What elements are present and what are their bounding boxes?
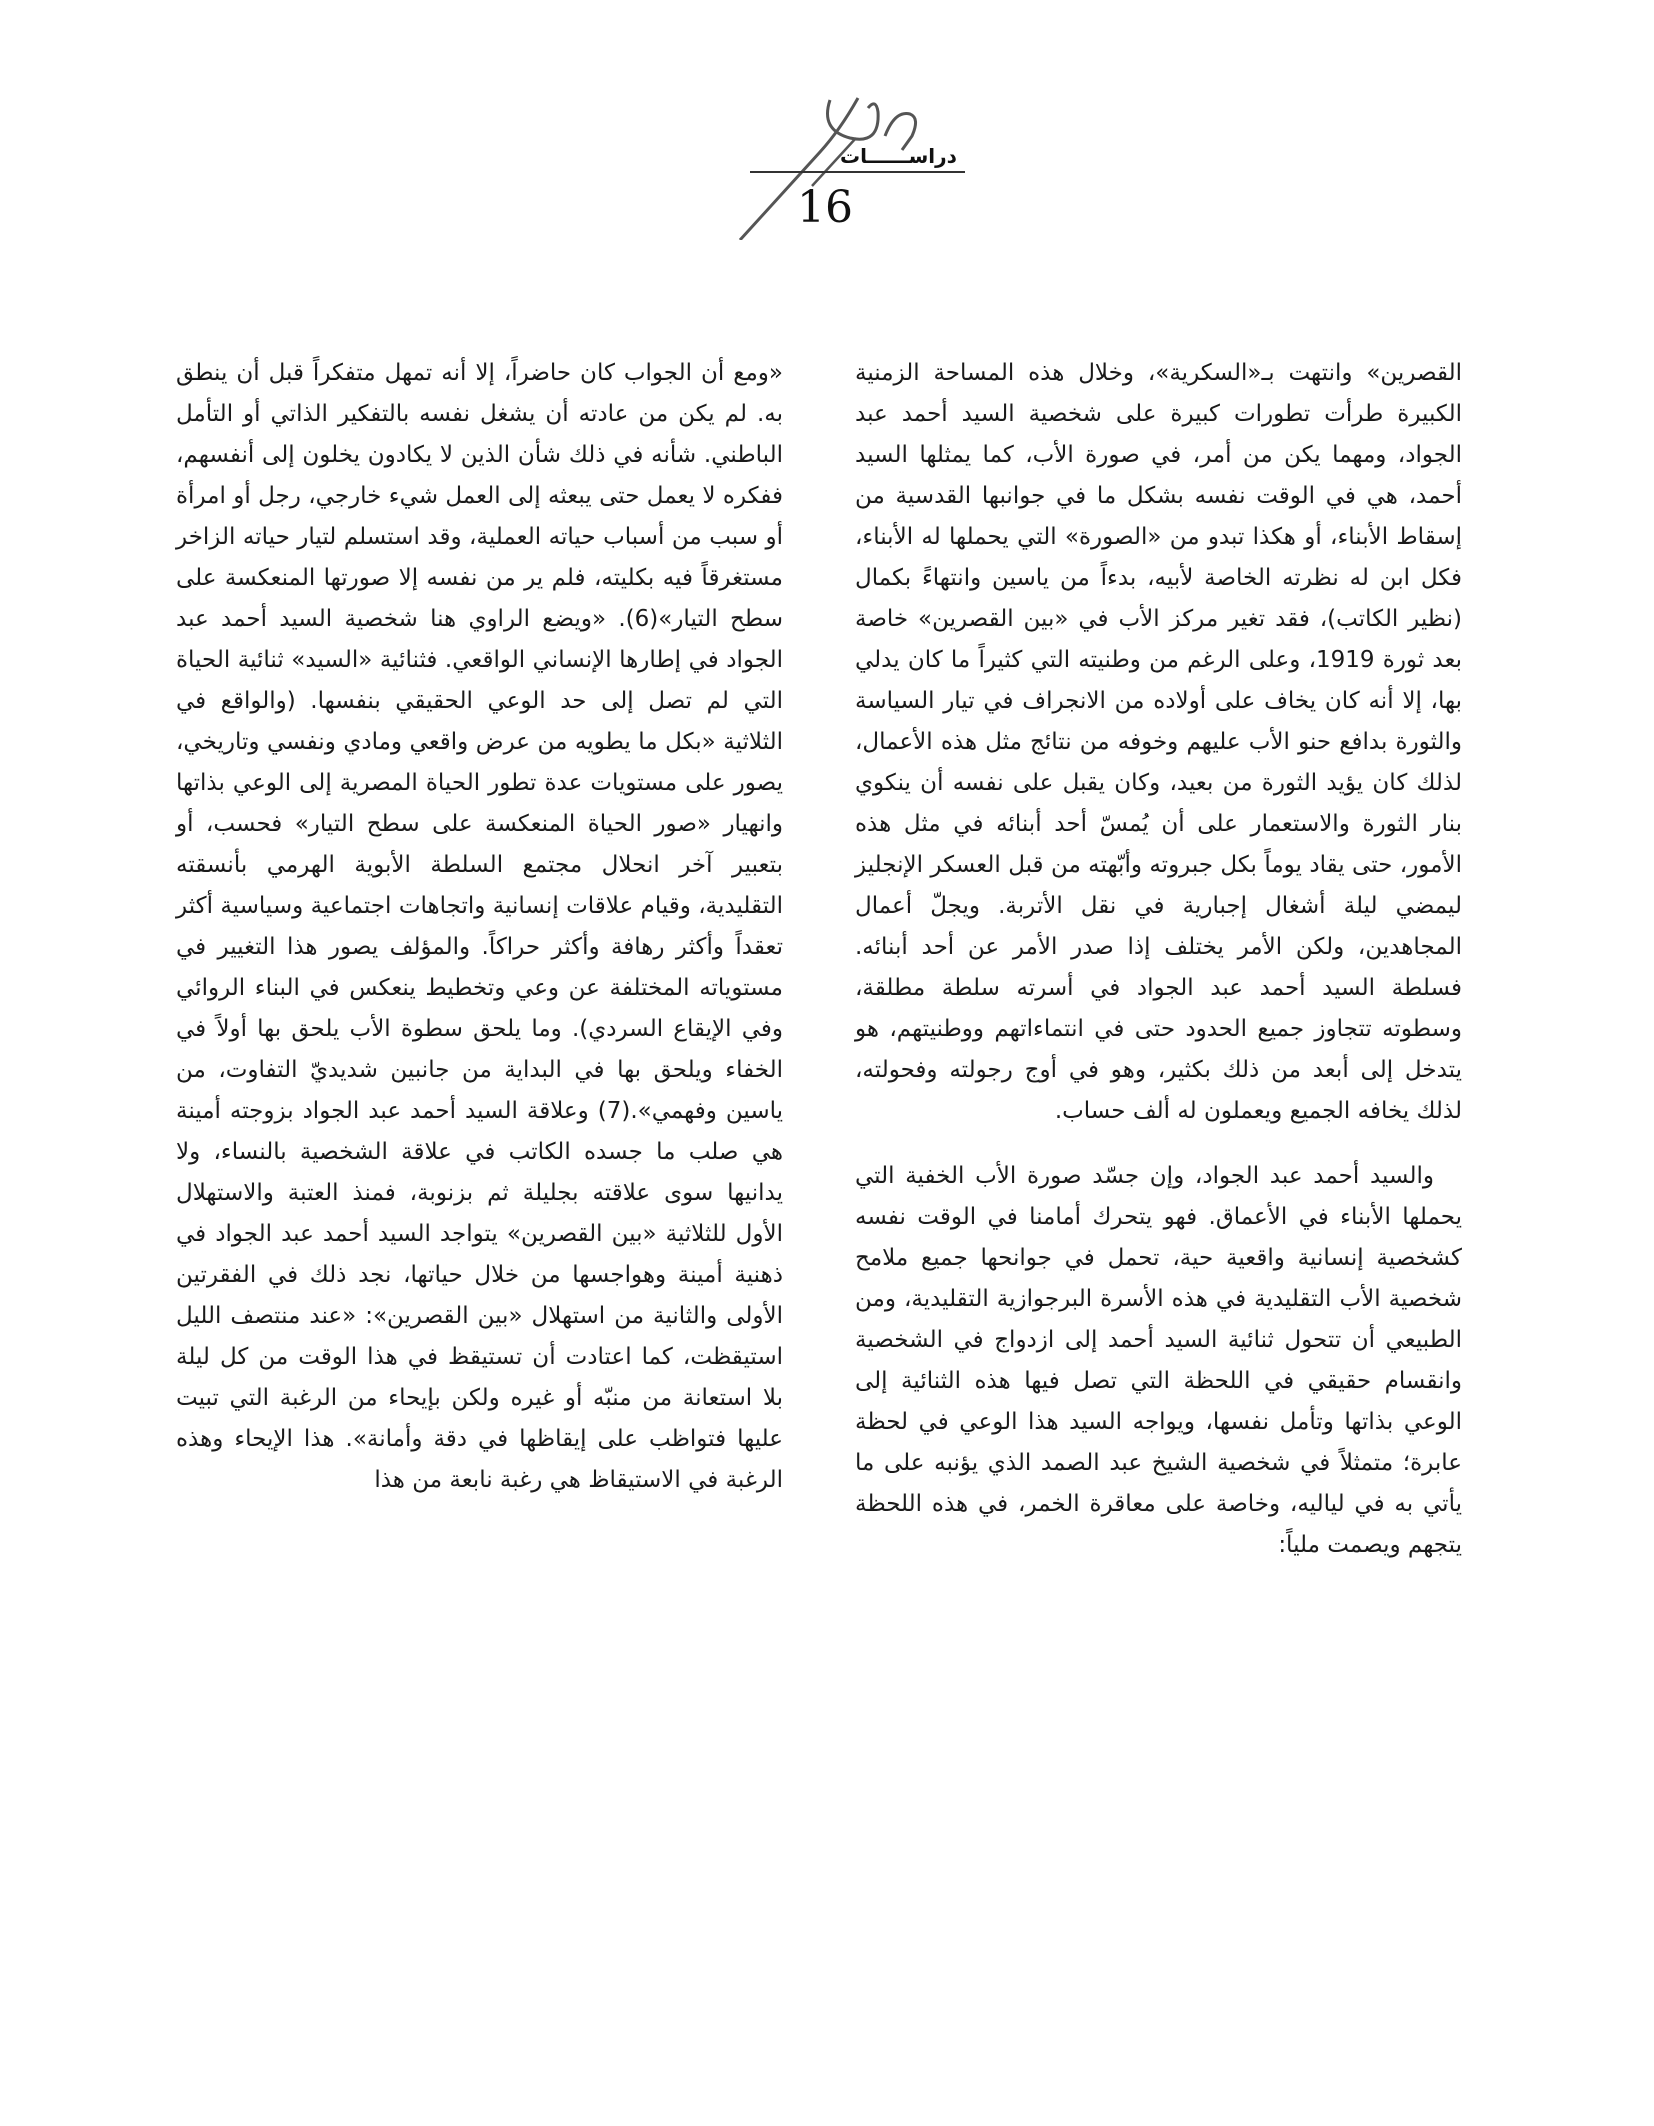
section-label: دراســــــات	[840, 144, 957, 168]
page-number: 16	[797, 182, 853, 233]
body-paragraph: والسيد أحمد عبد الجواد، وإن جسّد صورة الأب الخفية التي يحملها الأبناء ﻓﻲ الأعماق. فهو يتحرك أمامنا ﻓﻲ الوقت نفسه كشخصية إنسانية واقعية حية، تحمل ﻓﻲ جوانحها جميع ملامح شخصية الأب التقليدية ﻓﻲ هذه الأسرة البرجوازية التقليدية، ومن الطبيعي أن تتحول ثنائية السيد أحمد إلى ازدواج ﻓﻲ الشخصية وانقسام حقيقي ﻓﻲ اللحظة التي تصل فيها هذه الثنائية إلى الوعي بذاتها وتأمل نفسها، ويواجه السيد هذا الوعي ﻓﻲ لحظة عابرة؛ متمثلاً ﻓﻲ شخصية الشيخ عبد الصمد الذي يؤنبه على ما يأتي به ﻓﻲ لياليه، وخاصة على معاقرة الخمر، ﻓﻲ هذه اللحظة يتجهم ويصمت ملياً:	[855, 1163, 1462, 1558]
body-paragraph: القصرين» وانتهت بـ«السكرية»، وخلال هذه المساحة الزمنية الكبيرة طرأت تطورات كبيرة على شخصية السيد أحمد عبد الجواد، ومهما يكن من أمر، ﻓﻲ صورة الأب، كما يمثلها السيد أحمد، هي ﻓﻲ الوقت نفسه بشكل ما ﻓﻲ جوانبها القدسية من إسقاط الأبناء، أو هكذا تبدو من «الصورة» التي يحملها له الأبناء، فكل ابن له نظرته الخاصة لأبيه، بدءاً من ياسين وانتهاءً بكمال (نظير الكاتب)، فقد تغير مركز الأب ﻓﻲ «بين القصرين» خاصة بعد ثورة 1919، وعلى الرغم من وطنيته التي كثيراً ما كان يدلي بها، إلا أنه كان يخاف على أولاده من الانجراف ﻓﻲ تيار السياسة والثورة بدافع حنو الأب عليهم وخوفه من نتائج مثل هذه الأعمال، لذلك كان يؤيد الثورة من بعيد، وكان يقبل على نفسه أن ينكوي بنار الثورة والاستعمار على أن يُمسّ أحد أبنائه ﻓﻲ مثل هذه الأمور، حتى يقاد يوماً بكل جبروته وأبّهته من قبل العسكر الإنجليز ليمضي ليلة أشغال إجبارية ﻓﻲ نقل الأتربة. ويجلّ أعمال المجاهدين، ولكن الأمر يختلف إذا صدر الأمر عن أحد أبنائه. فسلطة السيد أحمد عبد الجواد ﻓﻲ أسرته سلطة مطلقة، وسطوته تتجاوز جميع الحدود حتى ﻓﻲ انتماءاتهم ووطنيتهم، هو يتدخل إلى أبعد من ذلك بكثير، وهو ﻓﻲ أوج رجولته وفحولته، لذلك يخافه الجميع ويعملون له ألف حساب.	[855, 360, 1462, 1124]
right-column	[855, 353, 1462, 1566]
left-column	[176, 353, 783, 1501]
page-header	[680, 90, 1000, 240]
body-paragraph: «ومع أن الجواب كان حاضراً، إلا أنه تمهل متفكراً قبل أن ينطق به. لم يكن من عادته أن يشغل نفسه بالتفكير الذاتي أو التأمل الباطني. شأنه ﻓﻲ ذلك شأن الذين لا يكادون يخلون إلى أنفسهم، ففكره لا يعمل حتى يبعثه إلى العمل شيء خارجي، رجل أو امرأة أو سبب من أسباب حياته العملية، وقد استسلم لتيار حياته الزاخر مستغرقاً فيه بكليته، فلم ير من نفسه إلا صورتها المنعكسة على سطح التيار»(6). «ويضع الراوي هنا شخصية السيد أحمد عبد الجواد ﻓﻲ إطارها الإنساني الواقعي. فثنائية «السيد» ثنائية الحياة التي لم تصل إلى حد الوعي الحقيقي بنفسها. (والواقع ﻓﻲ الثلاثية «بكل ما يطويه من عرض واقعي ومادي ونفسي وتاريخي، يصور على مستويات عدة تطور الحياة المصرية إلى الوعي بذاتها وانهيار «صور الحياة المنعكسة على سطح التيار» فحسب، أو بتعبير آخر انحلال مجتمع السلطة الأبوية الهرمي بأنسقته التقليدية، وقيام علاقات إنسانية واتجاهات اجتماعية وسياسية أكثر تعقداً وأكثر رهافة وأكثر حراكاً. والمؤلف يصور هذا التغيير ﻓﻲ مستوياته المختلفة عن وعي وتخطيط ينعكس ﻓﻲ البناء الروائي وﻓﻲ الإيقاع السردي). وما يلحق سطوة الأب يلحق بها أولاً ﻓﻲ الخفاء ويلحق بها ﻓﻲ البداية من جانبين شديديّ التفاوت، من ياسين وفهمي».(7) وعلاقة السيد أحمد عبد الجواد بزوجته أمينة هي صلب ما جسده الكاتب ﻓﻲ علاقة الشخصية بالنساء، ولا يدانيها سوى علاقته بجليلة ثم بزنوبة، فمنذ العتبة والاستهلال الأول للثلاثية «بين القصرين» يتواجد السيد أحمد عبد الجواد ﻓﻲ ذهنية أمينة وهواجسها من خلال حياتها، نجد ذلك ﻓﻲ الفقرتين الأولى والثانية من استهلال «بين القصرين»: «عند منتصف الليل استيقظت، كما اعتادت أن تستيقظ ﻓﻲ هذا الوقت من كل ليلة بلا استعانة من منبّه أو غيره ولكن بإيحاء من الرغبة التي تبيت عليها فتواظب على إيقاظها ﻓﻲ دقة وأمانة». هذا الإيحاء وهذه الرغبة ﻓﻲ الاستيقاظ هي رغبة نابعة من هذا	[176, 360, 783, 1493]
